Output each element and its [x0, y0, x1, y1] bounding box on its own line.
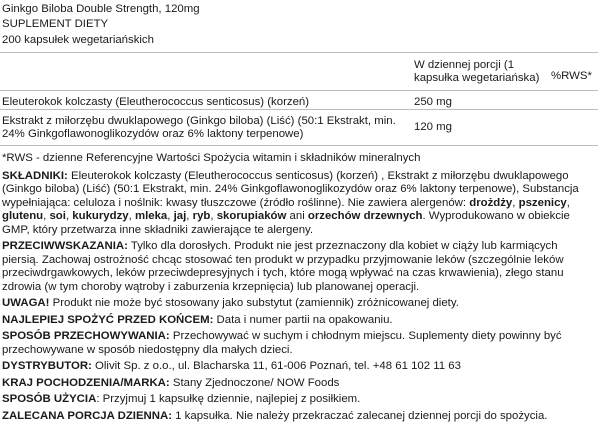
table-divider [0, 52, 598, 53]
separator: , [186, 210, 193, 222]
column-header-portion: W dziennej porcji (1 kapsułka wegetariańska) [414, 59, 540, 85]
separator: , [210, 210, 217, 222]
table-divider [0, 145, 598, 146]
origin-section [2, 377, 596, 391]
rws-footnote: *RWS - dzienne Referencyjne Wartości Spożycia witamin i składników mineralnych [2, 152, 421, 164]
allergen: orzechów drzewnych [307, 210, 423, 222]
table-row-amount: 250 mg [414, 96, 452, 108]
section-label: SPOSÓB PRZECHOWYWANIA: [2, 330, 170, 342]
section-label: KRAJ POCHODZENIA/MARKA: [2, 376, 170, 389]
separator: ani [286, 210, 308, 222]
section-text: Produkt nie może być stosowany jako substytut (zamiennik) zróżnicowanej diety. [49, 297, 459, 309]
column-header-rws: %RWS* [551, 70, 592, 82]
allergen: mleka [134, 210, 168, 222]
label-notes [2, 152, 596, 426]
ingredients-section [2, 170, 596, 238]
section-text: 1 kapsułka. Nie należy przekraczać zalecanej dziennej porcji do spożycia. [172, 409, 548, 422]
section-text: Stany Zjednoczone/ NOW Foods [169, 376, 340, 389]
allergen: jaj [173, 210, 187, 222]
contraindications-section [2, 240, 596, 294]
section-label: DYSTRYBUTOR: [2, 360, 92, 372]
section-label: SPOSÓB UŻYCIA [2, 393, 97, 405]
usage-section [2, 393, 596, 407]
section-text: : Przyjmuj 1 kapsułkę dziennie, najlepiej z posiłkiem. [96, 393, 361, 405]
distributor-section [2, 360, 596, 374]
separator: , [512, 196, 519, 209]
allergen: kukurydzy [72, 210, 129, 222]
table-row-name: Eleuterokok kolczasty (Eleutherococcus senticosus) (korzeń) [2, 96, 310, 108]
section-text: Przechowywać w suchym i chłodnym miejscu. Suplementy diety powinny być przechowywane w sposób niedostępny dla małych dzieci. [2, 330, 562, 356]
separator: , [65, 210, 73, 222]
allergen: ryb [192, 210, 211, 222]
best-before-section [2, 314, 596, 328]
allergen: drożdży [469, 196, 513, 209]
table-row-amount: 120 mg [414, 121, 452, 133]
table-row-name: Ekstrakt z miłorzębu dwuklapowego (Ginkgo biloba) (Liść) (50:1 Ekstrakt, min. 24% Ginkgoflawonoglikozydów oraz 6% laktony terpenowe) [2, 115, 396, 141]
section-text: Olivit Sp. z o.o., ul. Blacharska 11, 61-006 Poznań, tel. +48 61 102 11 63 [91, 360, 461, 372]
separator: , [566, 196, 570, 209]
table-divider [0, 90, 598, 91]
allergen: pszenicy [518, 196, 567, 209]
warning-section [2, 297, 596, 311]
separator: , [43, 210, 50, 222]
storage-section [2, 330, 596, 357]
separator: , [128, 210, 135, 222]
section-text: Tylko dla dorosłych. Produkt nie jest przeznaczony dla kobiet w ciąży lub karmiących piersią. Zachowaj ostrożność chcąc stosować ten produkt w przypadku przyjmowanie leków (szczególnie leków przeciwdrgawkowych, leków przeciwdepresyjnych i tych, które mogą wpływać na czas krwawienia), złego stanu zdrowia (w tym choroby wątroby i zaburzenia krzepnięcia) lub planowanej operacji. [2, 240, 564, 293]
section-label: UWAGA! [2, 297, 50, 309]
section-label: PRZECIWWSKAZANIA: [2, 240, 128, 252]
package-size: 200 kapsułek wegetariańskich [2, 34, 154, 46]
allergen: skorupiaków [216, 210, 287, 222]
allergen: soi [49, 210, 66, 222]
section-text: . Wyprodukowano w obiekcie GMP, który przetwarza inne składniki zawierające te alergeny. [2, 210, 570, 236]
section-text: Eleuterokok kolczasty (Eleutherococcus senticosus) (korzeń) , Ekstrakt z miłorzębu dwuklapowego (Ginkgo biloba) (Liść) (50:1 Ekstrakt, min. 24% Ginkgoflawonoglikozydów oraz 6% laktony terpenowe), Substancja wypełniająca: celuloza i noślnik: kwasy tłuszczowe (źródło roślinne). Nie zawiera alergenów: [2, 169, 579, 209]
daily-dose-section [2, 410, 596, 424]
section-label: ZALECANA PORCJA DZIENNA: [2, 409, 173, 422]
product-category: SUPLEMENT DIETY [2, 18, 109, 30]
product-name: Ginkgo Biloba Double Strength, 120mg [2, 3, 200, 15]
table-divider [0, 109, 598, 110]
section-label: NAJLEPIEJ SPOŻYĆ PRZED KOŃCEM: [2, 313, 214, 326]
allergen: glutenu [2, 210, 44, 222]
separator: , [167, 210, 174, 222]
section-text: Data i numer partii na opakowaniu. [213, 313, 393, 326]
section-label: SKŁADNIKI: [2, 169, 68, 182]
